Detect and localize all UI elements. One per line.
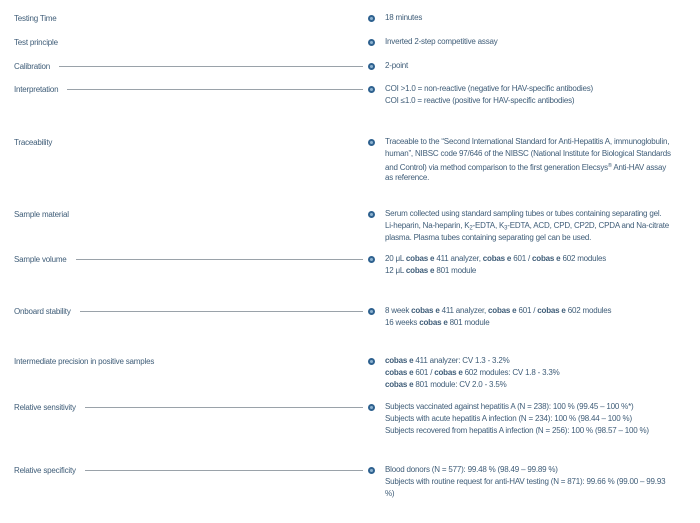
row-label-area	[14, 36, 368, 48]
text-segment: cobas e	[411, 306, 440, 315]
text-segment: cobas e	[385, 380, 414, 389]
text-segment: 601 /	[413, 368, 435, 377]
text-segment: cobas e	[532, 254, 561, 263]
row-value	[385, 12, 422, 24]
bullet-circle-icon	[368, 15, 375, 22]
value-line	[385, 265, 606, 277]
value-line	[385, 148, 671, 160]
bullet-circle-icon	[368, 404, 375, 411]
bullet-circle-icon	[368, 308, 375, 315]
spec-row	[14, 208, 694, 244]
connector-line	[85, 407, 363, 408]
row-value	[385, 60, 408, 72]
value-line	[385, 317, 611, 329]
bullet-circle-icon	[368, 211, 375, 218]
connector-line	[80, 311, 363, 312]
row-label-area	[14, 464, 368, 476]
spec-row	[14, 253, 694, 277]
value-line	[385, 305, 611, 317]
text-segment: as reference.	[385, 173, 430, 182]
value-line	[385, 60, 408, 72]
value-line	[385, 83, 593, 95]
row-label: Onboard stability	[14, 306, 71, 316]
text-segment: cobas e	[537, 306, 566, 315]
text-segment: cobas e	[419, 318, 448, 327]
text-segment: 411 analyzer,	[434, 254, 483, 263]
row-value	[385, 305, 611, 329]
value-line	[385, 160, 671, 172]
value-line	[385, 488, 665, 500]
text-segment: Inverted 2-step competitive assay	[385, 37, 498, 46]
spec-row	[14, 12, 694, 24]
text-segment: cobas e	[385, 368, 414, 377]
text-segment: 12 μL	[385, 266, 406, 275]
text-segment: Traceable to the “Second International Standard for Anti-Hepatitis A, immunoglobulin,	[385, 137, 670, 146]
text-segment: 411 analyzer,	[439, 306, 489, 315]
text-segment: COI >1.0 = non-reactive (negative for HAV-specific antibodies)	[385, 84, 594, 93]
spec-row	[14, 464, 694, 500]
text-segment: COI ≤1.0 = reactive (positive for HAV-specific antibodies)	[385, 96, 575, 105]
text-segment: 801 module	[447, 318, 490, 327]
spec-row	[14, 401, 694, 437]
bullet-circle-icon	[368, 358, 375, 365]
row-label-area	[14, 83, 368, 95]
text-segment: Blood donors (N = 577): 99.48 % (98.49 – 99.89 %)	[385, 465, 558, 474]
value-line	[385, 220, 669, 232]
value-line	[385, 476, 665, 488]
text-segment: -EDTA, K	[472, 221, 505, 230]
text-segment: 801 module	[434, 266, 477, 275]
text-segment: 3	[504, 225, 508, 232]
row-value	[385, 208, 669, 244]
row-label-area	[14, 208, 368, 220]
text-segment: 2-point	[385, 61, 409, 70]
text-segment: 18 minutes	[385, 13, 423, 22]
text-segment: ®	[607, 163, 612, 169]
value-line	[385, 253, 606, 265]
row-label-area	[14, 12, 368, 24]
row-label-area	[14, 305, 368, 317]
spec-row	[14, 305, 694, 329]
value-line	[385, 208, 669, 220]
bullet-circle-icon	[368, 63, 375, 70]
row-label: Sample volume	[14, 254, 67, 264]
bullet-circle-icon	[368, 467, 375, 474]
row-label: Testing Time	[14, 13, 57, 23]
text-segment: cobas e	[434, 368, 463, 377]
row-label-area	[14, 401, 368, 413]
bullet-circle-icon	[368, 39, 375, 46]
text-segment: plasma. Plasma tubes containing separating gel can be used.	[385, 233, 592, 242]
bullet-circle-icon	[368, 139, 375, 146]
spec-row	[14, 36, 694, 48]
value-line	[385, 172, 671, 184]
spec-row	[14, 136, 694, 184]
text-segment: 602 modules	[560, 254, 607, 263]
value-line	[385, 367, 560, 379]
bullet-circle-icon	[368, 256, 375, 263]
text-segment: 602 modules: CV 1.8 - 3.3%	[462, 368, 560, 377]
text-segment: 602 modules	[565, 306, 612, 315]
text-segment: Subjects with routine request for anti-HAV testing (N = 871): 99.66 % (99.00 – 99.93	[385, 477, 666, 486]
text-segment: 601 /	[516, 306, 538, 315]
row-label: Relative specificity	[14, 465, 76, 475]
spec-row	[14, 60, 694, 72]
text-segment: Subjects vaccinated against hepatitis A (N = 238): 100 % (99.45 – 100 %*)	[385, 402, 634, 411]
connector-line	[85, 470, 363, 471]
row-label: Calibration	[14, 61, 51, 71]
value-line	[385, 136, 671, 148]
text-segment: Li-heparin, Na-heparin, K	[385, 221, 470, 230]
row-label-area	[14, 355, 368, 367]
value-line	[385, 413, 649, 425]
value-line	[385, 379, 560, 391]
row-label-area	[14, 60, 368, 72]
text-segment: cobas e	[488, 306, 517, 315]
value-line	[385, 425, 649, 437]
text-segment: Subjects recovered from hepatitis A infection (N = 256): 100 % (98.57 – 100 %)	[385, 426, 649, 435]
row-label: Test principle	[14, 37, 58, 47]
value-line	[385, 401, 649, 413]
connector-line	[67, 89, 363, 90]
row-value	[385, 136, 671, 184]
text-segment: cobas e	[385, 356, 414, 365]
row-label-area	[14, 136, 368, 148]
spec-row	[14, 355, 694, 391]
text-segment: and Control) via method comparison to the first generation Elecsys	[385, 163, 608, 172]
row-value	[385, 36, 498, 48]
value-line	[385, 355, 560, 367]
text-segment: 20 μL	[385, 254, 406, 263]
text-segment: cobas e	[482, 254, 512, 263]
text-segment: cobas e	[405, 254, 435, 263]
connector-line	[59, 66, 363, 67]
text-segment: 411 analyzer: CV 1.3 - 3.2%	[413, 356, 510, 365]
row-value	[385, 253, 606, 277]
text-segment: -EDTA, ACD, CPD, CP2D, CPDA and Na-citrate	[507, 221, 669, 230]
spec-row	[14, 83, 694, 107]
text-segment: 601 /	[511, 254, 533, 263]
value-line	[385, 464, 665, 476]
text-segment: 801 module: CV 2.0 - 3.5%	[413, 380, 507, 389]
row-value	[385, 83, 593, 107]
text-segment: Subjects with acute hepatitis A infection (N = 234): 100 % (98.44 – 100 %)	[385, 414, 632, 423]
row-label: Relative sensitivity	[14, 402, 76, 412]
text-segment: 2	[469, 225, 473, 232]
text-segment: human”, NIBSC code 97/646 of the NIBSC (National Institute for Biological Standards	[385, 149, 671, 158]
text-segment: 16 weeks	[385, 318, 420, 327]
row-label: Interpretation	[14, 84, 59, 94]
row-label: Intermediate precision in positive samples	[14, 356, 155, 366]
text-segment: Anti-HAV assay	[611, 163, 666, 172]
value-line	[385, 36, 498, 48]
row-value	[385, 464, 665, 500]
row-label: Traceability	[14, 137, 53, 147]
value-line	[385, 12, 422, 24]
row-value	[385, 401, 649, 437]
bullet-circle-icon	[368, 86, 375, 93]
row-label: Sample material	[14, 209, 69, 219]
value-line	[385, 232, 669, 244]
text-segment: Serum collected using standard sampling tubes or tubes containing separating gel.	[385, 209, 662, 218]
text-segment: 8 week	[385, 306, 412, 315]
connector-line	[76, 259, 363, 260]
row-label-area	[14, 253, 368, 265]
text-segment: %)	[385, 489, 395, 498]
text-segment: cobas e	[405, 266, 435, 275]
value-line	[385, 95, 593, 107]
row-value	[385, 355, 560, 391]
